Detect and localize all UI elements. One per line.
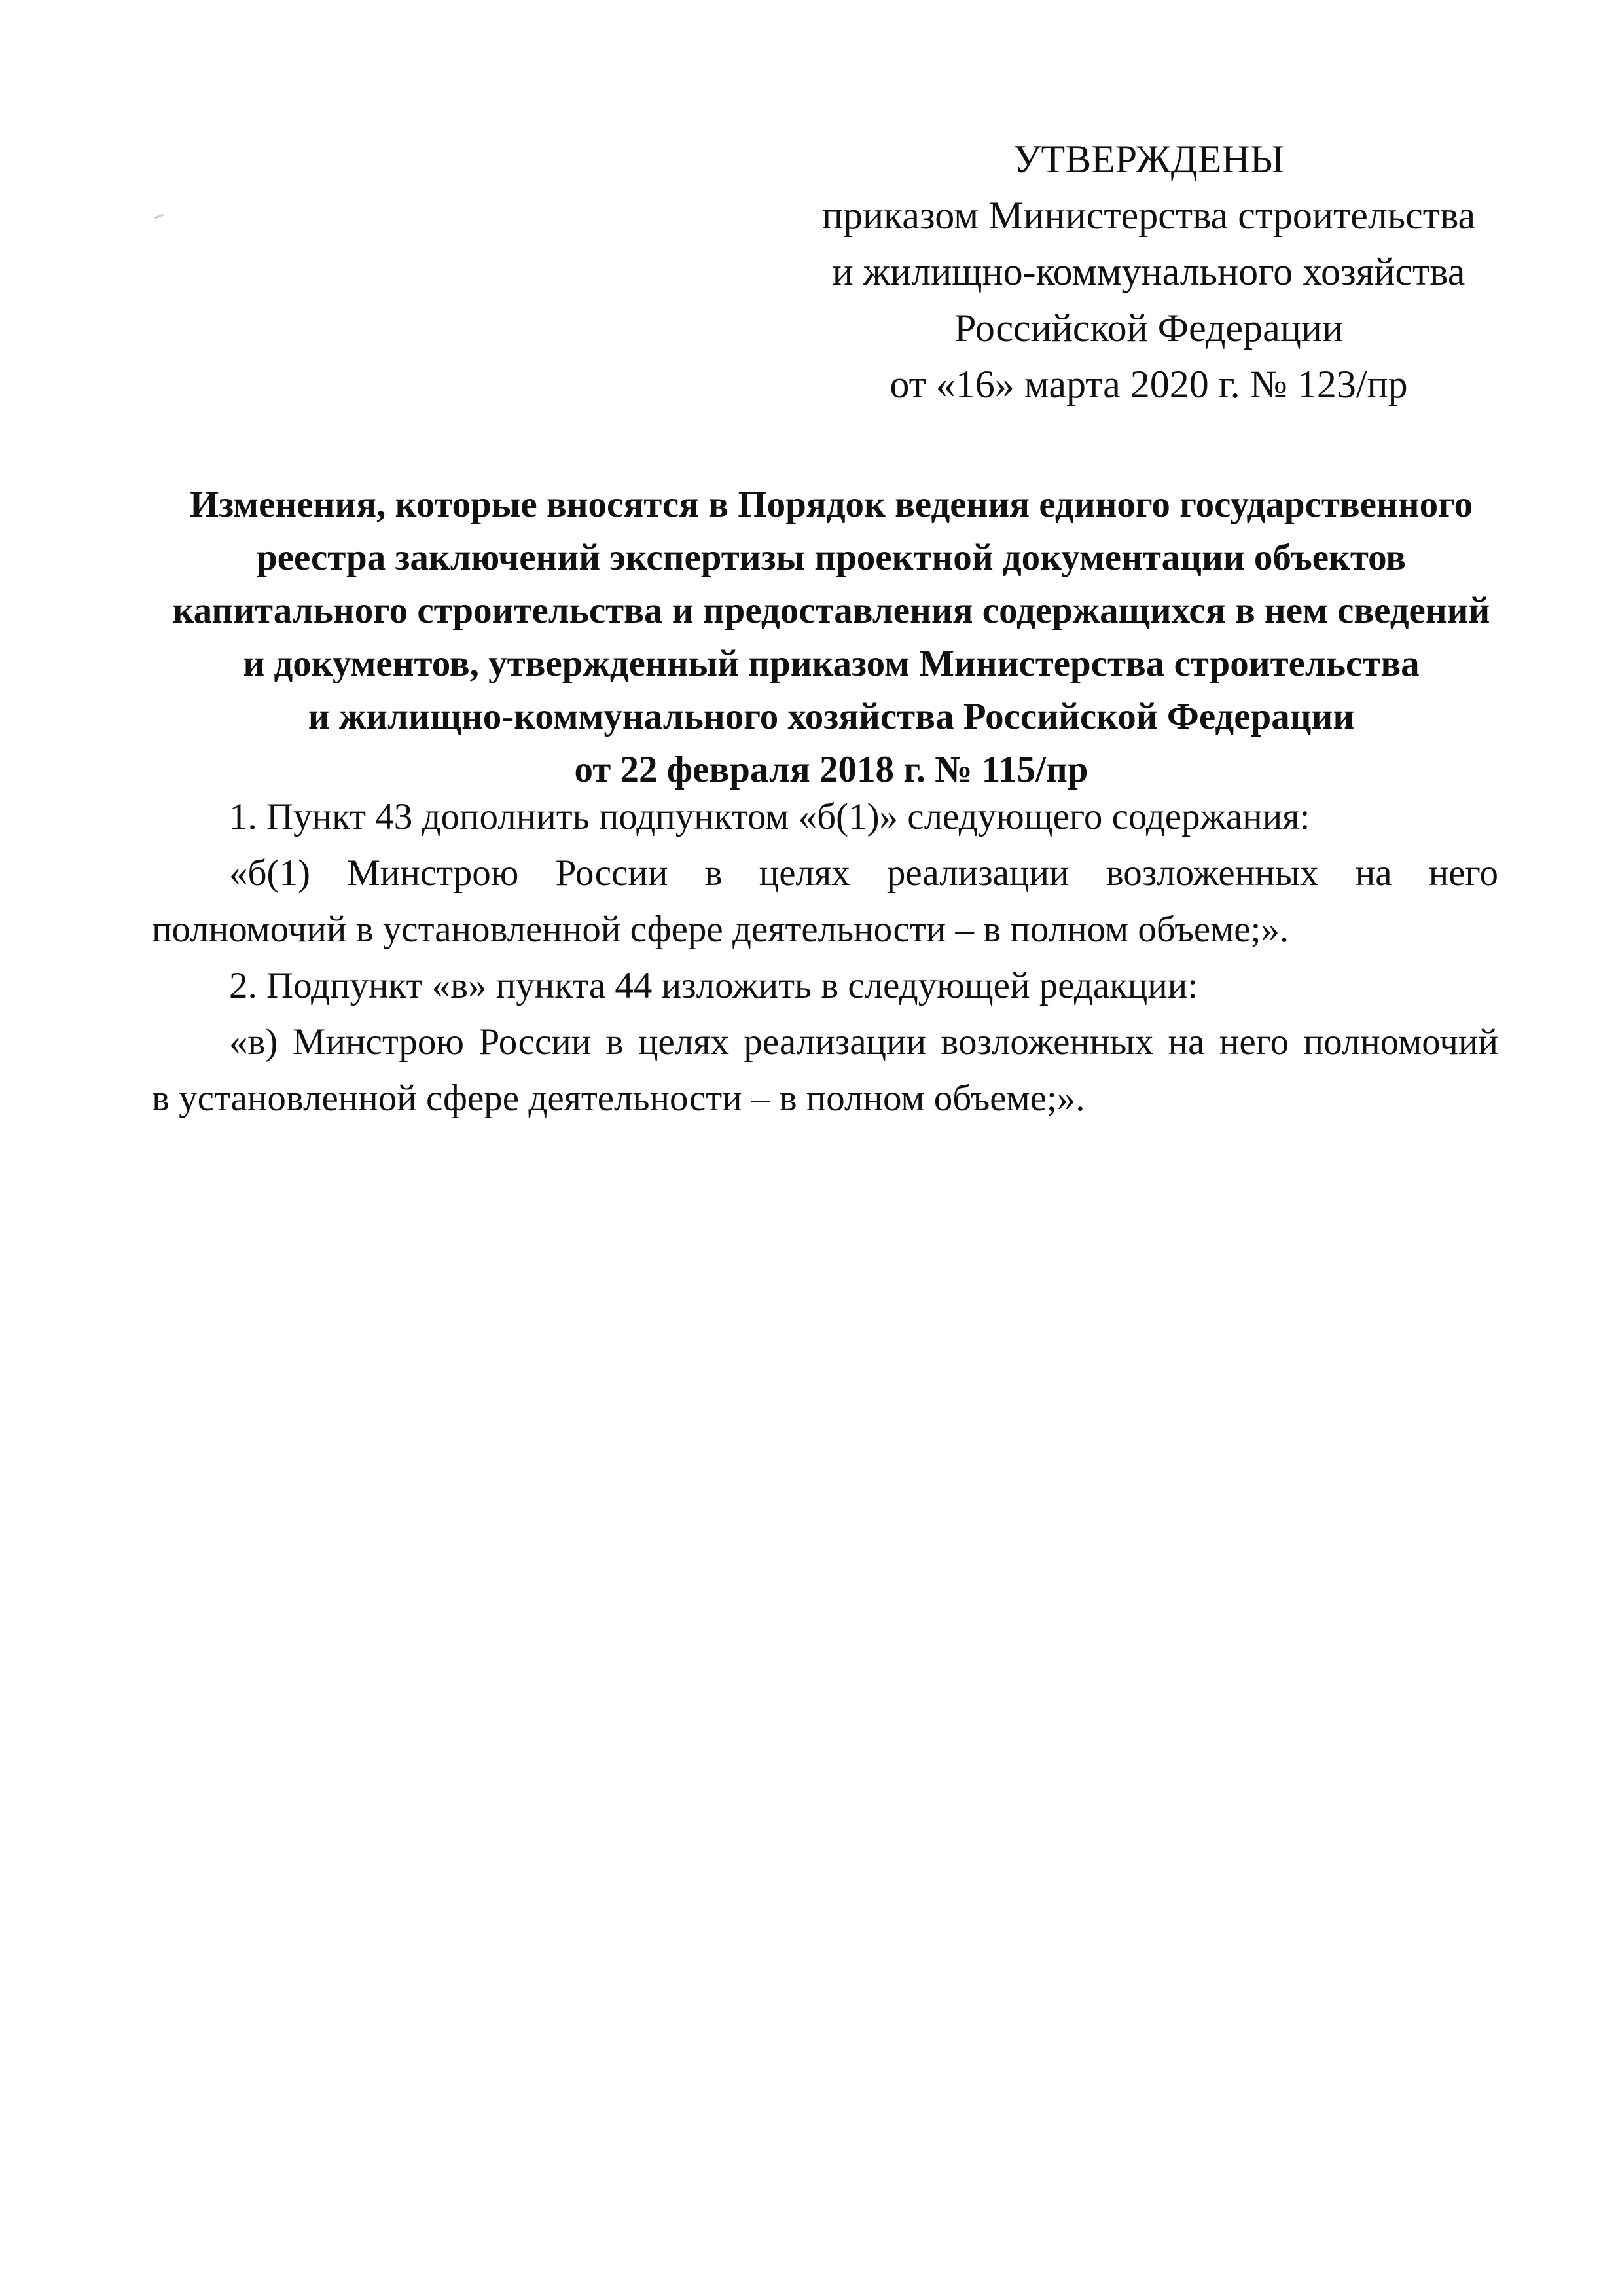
paragraph-item-2: [152, 958, 1498, 1014]
title-line: реестра заключений экспертизы проектной документации объектов: [257, 537, 1406, 578]
approval-line-ministry: и жилищно-коммунального хозяйства: [832, 250, 1465, 293]
approval-line-order: приказом Министерства строительства: [821, 194, 1476, 237]
document-body: [152, 789, 1498, 1127]
paragraph-text: 1. Пункт 43 дополнить подпунктом «б(1)» следующего содержания:: [229, 796, 1310, 837]
paragraph-text: «в) Минстрою России в целях реализации возложенных на него полномочий: [229, 1021, 1498, 1063]
approval-line-date: от «16» марта 2020 г. № 123/пр: [890, 363, 1408, 406]
paragraph-quote-b1: [152, 845, 1498, 958]
title-line: и документов, утвержденный приказом Министерства строительства: [243, 643, 1420, 684]
document-title: [144, 478, 1519, 796]
title-line: капитального строительства и предоставления содержащихся в нем сведений: [172, 590, 1490, 631]
title-line: и жилищно-коммунального хозяйства Российской Федерации: [308, 696, 1355, 737]
approval-line-federation: Российской Федерации: [954, 306, 1344, 350]
paragraph-text: полномочий в установленной сфере деятельности – в полном объеме;».: [152, 909, 1289, 950]
paragraph-text: «б(1) Минстрою России в целях реализации возложенных на него: [229, 852, 1498, 894]
approval-title: УТВЕРЖДЕНЫ: [1013, 137, 1285, 181]
paragraph-text: в установленной сфере деятельности – в полном объеме;».: [152, 1078, 1085, 1119]
scan-artifact: [154, 214, 164, 219]
title-line: Изменения, которые вносятся в Порядок ведения единого государственного: [189, 484, 1473, 525]
approval-stamp-block: [772, 131, 1525, 412]
paragraph-item-1: [152, 789, 1498, 845]
paragraph-text: 2. Подпункт «в» пункта 44 изложить в следующей редакции:: [229, 965, 1198, 1006]
title-line: от 22 февраля 2018 г. № 115/пр: [574, 749, 1088, 790]
paragraph-quote-v: [152, 1014, 1498, 1127]
